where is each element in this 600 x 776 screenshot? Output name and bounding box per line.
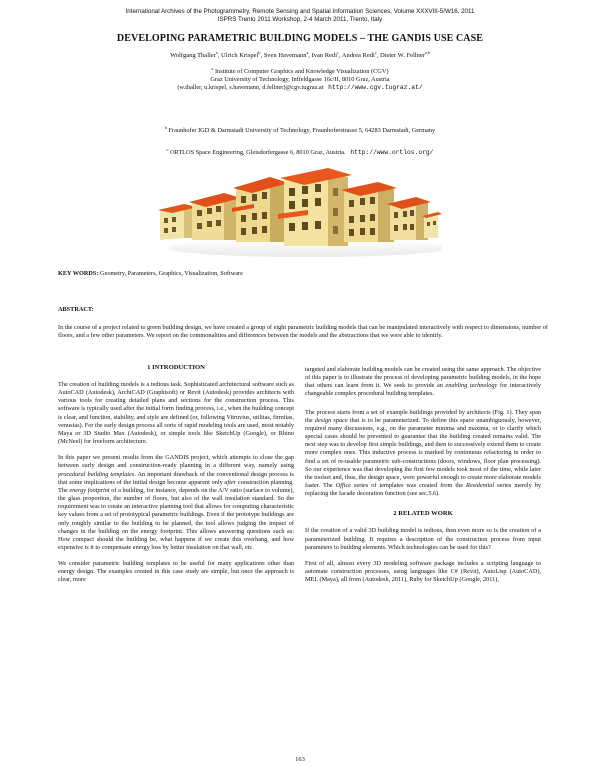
keywords [58, 270, 548, 278]
paragraph: In this paper we present results from the GANDIS project, which attempts to close the gap between early design and construction-ready planning in a different way, namely using procedural building templates. An important drawback of the conventional design process is that some implications of the initial design become apparent only after construction planning. The energy footprint of a building, for instance, depends on the A/V ratio (surface to volume), the glass proportion, the number of floors, but also of the wall insulation standard. So the requirement was to create an interactive planning tool that allows for computing characteristic key values from a set of prototypical parametric buildings. Even if the prototype buildings are only roughly similar to the building to be planned, the tool allows judging the impact of changes in the building on the energy footprint. This allows answering questions such as: How compact should the building be, what happens if we create this overhang, and how expensive is it to compensate energy loss by better insulation on that wall, etc. [58, 454, 294, 551]
abstract-text: In the course of a project related to green building design, we have created a group of eight parametric building models that can be manipulated interactively with respect to dimensions, number of floors, and a few other parameters. We report on the commonalities and differences between the models and the abstractions that we were able to identify. [58, 324, 548, 340]
cgv-url-link[interactable]: http://www.cgv.tugraz.at/ [328, 84, 423, 92]
affiliation-a: $^a$ Institute of Computer Graphics and Knowledge Visualization (CGV) Graz University of Technology, Inffeldgasse 16c/II, 8010 Graz, Austria (w.thaller, u.krispel, s.havemann, d.fellner)@cgv.tugraz.at http://www.cgv.tugraz.at/ [177, 66, 423, 92]
keywords-text: Geometry, Parameters, Graphics, Visualization, Software [100, 270, 243, 277]
building-model [232, 177, 289, 242]
author: Wolfgang Thaller [170, 52, 216, 59]
author: Andrea Redi [341, 52, 375, 59]
building-model [278, 168, 352, 246]
author: Ulrich Krispel [220, 52, 259, 59]
ortlos-url-link[interactable]: http://www.ortlos.org/ [350, 149, 434, 156]
author-list: Wolfgang Thaller$^a$, Ulrich Krispel$^b$, Sven Havemann$^a$, Ivan Redi$^c$, Andrea Redi$^c$, Dieter W. Fellner$^{a,b}$ [170, 50, 430, 59]
right-column [305, 366, 541, 584]
paragraph: targeted and elaborate building models can be created using the same approach. The objective of this paper is to illustrate the process of developing parametric building models, in the hope that others can learn from it. We seek to provide an enabling technology for interactively changeable complex procedural building templates. [305, 366, 541, 398]
abstract-label: ABSTRACT: [58, 306, 94, 313]
building-model [189, 193, 241, 240]
paragraph: The process starts from a set of example buildings provided by architects (Fig. 1). They span the design space that is to be parameterized. To define this space unambiguously, however, required many discussions, e.g., on the parameter minima and maxima, or to clarify which special cases should be prevented to guarantee that the building created remains valid. The next step was to develop first simple buildings, and then to successively extend them to create more complex ones. This inductive process is marked by continuous refactoring in order to find a set of re-usable parametric sub-constructions (doors, windows, floor plan processing). So our experience was that developing the first few models took most of the time, while later the toolset and, thus, the design space, were powerful enough to create more elaborate models faster. The Office series of templates was created from the Residential series merely by replacing the facade decoration function (see sec.5.6). [305, 408, 541, 498]
header-line-2: ISPRS Trento 2011 Workshop, 2-4 March 2011, Trento, Italy [217, 15, 383, 23]
author: Sven Havemann [263, 52, 307, 59]
keywords-label: KEY WORDS: [58, 270, 99, 277]
section-heading-related-work: 2 RELATED WORK [393, 510, 453, 518]
paragraph: The creation of building models is a tedious task. Sophisticated architectural software such as AutoCAD (Autodesk), ArchiCAD (Graphisoft) or Revit (Autodesk) provides architects with various tools for creating detailed plans and sections for the construction process. This software is typically used after the initial form finding process, i.e., when the building concept is clear, and function, stability, and style are defined (or, following Vitruvius, utilitas, firmitas, venustas). For the early design process all sorts of rapid modeling tools are used, most notably Maya or 3D Studio Max (Autodesk), or simple tools like SketchUp (Google), or Rhino (McNeel) for freeform architecture. [58, 381, 294, 446]
paper-title: DEVELOPING PARAMETRIC BUILDING MODELS – THE GANDIS USE CASE [116, 33, 484, 44]
author: Ivan Redi [311, 52, 338, 59]
email-addresses: (w.thaller, u.krispel, s.havemann, d.fellner)@cgv.tugraz.at [177, 84, 324, 92]
paragraph: We consider parametric building templates to be useful for many applications other than energy design. The examples created in this case study are simple, but once the approach is clear, more [58, 560, 294, 584]
affiliation-c: $^c$ ORTLOS Space Engineering, Gleisdorfergasse 6, 8010 Graz, Austria. http://www.ortlos.org/ [166, 147, 434, 156]
left-column [58, 364, 294, 585]
paragraph: First of all, almost every 3D modeling software package includes a scripting language to automate construction processes, using languages like C# (Revit), AutoLisp (AutoCAD), MEL (Maya), all from (Autodesk, 2011), Ruby for SketchUp (Google, 2011), [305, 559, 541, 584]
header-line-1: International Archives of the Photogrammetry, Remote Sensing and Spatial Information Sciences, Volume XXXVIII-5/W16, 2011 [125, 8, 475, 15]
building-models-figure [158, 168, 442, 260]
affiliation-b: $^b$ Fraunhofer IGD & Darmstadt University of Technology, Fraunhoferstrasse 5, 64283 Darmstadt, Germany [164, 125, 436, 134]
building-model [422, 212, 442, 238]
running-header [0, 8, 600, 24]
paragraph: If the creation of a valid 3D building model is tedious, then even more so is the creation of a parameterized building. It requires a description of the construction process from input parameters to building elements. Which technologies can be used for this? [305, 527, 541, 551]
building-model [341, 182, 397, 242]
page-number: 163 [295, 756, 305, 763]
section-heading-introduction: 1 INTRODUCTION [147, 364, 205, 371]
author: Dieter W. Fellner [379, 52, 425, 59]
